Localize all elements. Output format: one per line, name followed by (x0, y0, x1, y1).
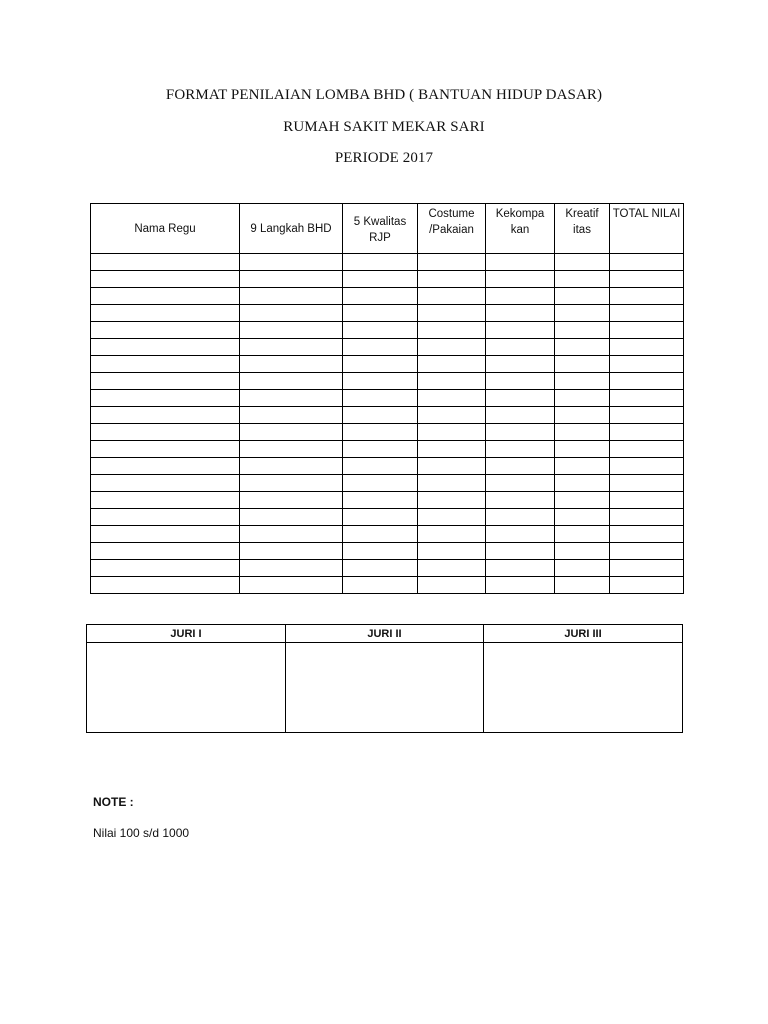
table-cell[interactable] (418, 492, 486, 509)
table-cell[interactable] (610, 441, 684, 458)
table-cell[interactable] (555, 509, 610, 526)
table-cell[interactable] (486, 526, 555, 543)
table-cell[interactable] (418, 288, 486, 305)
table-cell[interactable] (418, 305, 486, 322)
table-row (91, 509, 684, 526)
juri-2-header: JURI II (286, 625, 484, 643)
table-cell[interactable] (486, 475, 555, 492)
table-cell[interactable] (610, 373, 684, 390)
table-cell[interactable] (418, 373, 486, 390)
table-cell[interactable] (240, 526, 343, 543)
table-cell[interactable] (486, 441, 555, 458)
table-cell[interactable] (555, 373, 610, 390)
table-cell[interactable] (343, 407, 418, 424)
table-cell[interactable] (486, 492, 555, 509)
table-cell[interactable] (343, 390, 418, 407)
table-row (91, 356, 684, 373)
juri-3-signature-cell[interactable] (484, 643, 683, 733)
table-cell[interactable] (418, 577, 486, 594)
table-cell[interactable] (343, 356, 418, 373)
table-cell[interactable] (418, 509, 486, 526)
column-header-kekompakan: Kekompa kan (486, 204, 555, 254)
table-cell[interactable] (418, 458, 486, 475)
table-cell[interactable] (555, 339, 610, 356)
table-cell[interactable] (610, 492, 684, 509)
table-cell[interactable] (240, 424, 343, 441)
table-cell[interactable] (91, 509, 240, 526)
table-cell[interactable] (91, 356, 240, 373)
table-cell[interactable] (240, 441, 343, 458)
table-cell[interactable] (418, 407, 486, 424)
table-cell[interactable] (555, 543, 610, 560)
note-label: NOTE : (93, 795, 134, 809)
table-cell[interactable] (343, 339, 418, 356)
table-cell[interactable] (91, 543, 240, 560)
table-cell[interactable] (240, 560, 343, 577)
table-cell[interactable] (555, 288, 610, 305)
table-cell[interactable] (555, 458, 610, 475)
table-cell[interactable] (610, 424, 684, 441)
table-cell[interactable] (343, 424, 418, 441)
table-cell[interactable] (240, 271, 343, 288)
table-cell[interactable] (343, 271, 418, 288)
table-row (91, 458, 684, 475)
table-cell[interactable] (486, 373, 555, 390)
table-cell[interactable] (240, 305, 343, 322)
table-cell[interactable] (418, 322, 486, 339)
table-cell[interactable] (555, 526, 610, 543)
table-cell[interactable] (418, 271, 486, 288)
table-cell[interactable] (486, 543, 555, 560)
score-table-header-row (91, 204, 684, 254)
table-row (91, 373, 684, 390)
table-row (91, 322, 684, 339)
column-header-kwalitas-rjp: 5 Kwalitas RJP (343, 204, 418, 254)
juri-signature-row (87, 643, 683, 733)
table-cell[interactable] (610, 271, 684, 288)
table-cell[interactable] (240, 356, 343, 373)
table-row (91, 492, 684, 509)
table-cell[interactable] (555, 441, 610, 458)
table-cell[interactable] (555, 424, 610, 441)
table-cell[interactable] (555, 560, 610, 577)
table-cell[interactable] (240, 543, 343, 560)
table-cell[interactable] (610, 543, 684, 560)
table-cell[interactable] (418, 441, 486, 458)
table-cell[interactable] (610, 288, 684, 305)
table-cell[interactable] (418, 424, 486, 441)
column-header-nama-regu: Nama Regu (91, 204, 240, 254)
table-cell[interactable] (240, 288, 343, 305)
institution-name: RUMAH SAKIT MEKAR SARI (283, 119, 485, 135)
column-header-total-nilai: TOTAL NILAI (610, 204, 684, 254)
table-cell[interactable] (91, 458, 240, 475)
table-row (91, 339, 684, 356)
table-cell[interactable] (418, 560, 486, 577)
table-cell[interactable] (610, 509, 684, 526)
table-cell[interactable] (91, 305, 240, 322)
table-cell[interactable] (343, 441, 418, 458)
table-cell[interactable] (240, 390, 343, 407)
juri-1-signature-cell[interactable] (87, 643, 286, 733)
period-label: PERIODE 2017 (334, 150, 434, 166)
table-cell[interactable] (418, 526, 486, 543)
table-cell[interactable] (486, 560, 555, 577)
table-cell[interactable] (240, 407, 343, 424)
table-cell[interactable] (555, 271, 610, 288)
table-cell[interactable] (610, 390, 684, 407)
table-cell[interactable] (343, 288, 418, 305)
table-cell[interactable] (486, 322, 555, 339)
juri-table (86, 624, 683, 733)
table-cell[interactable] (343, 475, 418, 492)
table-cell[interactable] (91, 424, 240, 441)
table-cell[interactable] (486, 271, 555, 288)
table-cell[interactable] (343, 509, 418, 526)
table-cell[interactable] (555, 322, 610, 339)
table-cell[interactable] (486, 424, 555, 441)
table-row (91, 424, 684, 441)
table-cell[interactable] (343, 458, 418, 475)
table-cell[interactable] (91, 271, 240, 288)
table-row (91, 271, 684, 288)
juri-3-header: JURI III (484, 625, 683, 643)
table-cell[interactable] (555, 356, 610, 373)
juri-2-signature-cell[interactable] (286, 643, 484, 733)
table-row (91, 543, 684, 560)
table-cell[interactable] (91, 441, 240, 458)
table-cell[interactable] (91, 475, 240, 492)
table-cell[interactable] (91, 322, 240, 339)
table-cell[interactable] (486, 407, 555, 424)
table-cell[interactable] (610, 475, 684, 492)
table-cell[interactable] (343, 322, 418, 339)
table-cell[interactable] (610, 560, 684, 577)
table-cell[interactable] (555, 254, 610, 271)
table-cell[interactable] (610, 577, 684, 594)
table-cell[interactable] (343, 543, 418, 560)
table-row (91, 526, 684, 543)
table-cell[interactable] (555, 475, 610, 492)
note-text: Nilai 100 s/d 1000 (93, 826, 190, 840)
table-cell[interactable] (343, 526, 418, 543)
table-row (91, 305, 684, 322)
table-cell[interactable] (486, 356, 555, 373)
table-cell[interactable] (91, 407, 240, 424)
table-cell[interactable] (91, 339, 240, 356)
table-cell[interactable] (486, 577, 555, 594)
table-row (91, 441, 684, 458)
table-cell[interactable] (91, 390, 240, 407)
column-header-kreatifitas: Kreatif itas (555, 204, 610, 254)
table-cell[interactable] (610, 526, 684, 543)
table-cell[interactable] (343, 577, 418, 594)
table-cell[interactable] (91, 577, 240, 594)
table-row (91, 390, 684, 407)
table-cell[interactable] (418, 356, 486, 373)
table-cell[interactable] (486, 305, 555, 322)
table-cell[interactable] (240, 373, 343, 390)
table-cell[interactable] (610, 407, 684, 424)
table-cell[interactable] (343, 560, 418, 577)
table-cell[interactable] (91, 373, 240, 390)
table-cell[interactable] (555, 305, 610, 322)
table-row (91, 475, 684, 492)
table-cell[interactable] (486, 339, 555, 356)
table-cell[interactable] (486, 288, 555, 305)
table-cell[interactable] (610, 322, 684, 339)
table-cell[interactable] (240, 322, 343, 339)
table-row (91, 254, 684, 271)
table-cell[interactable] (240, 577, 343, 594)
table-cell[interactable] (343, 254, 418, 271)
table-cell[interactable] (610, 356, 684, 373)
table-cell[interactable] (418, 339, 486, 356)
table-cell[interactable] (240, 509, 343, 526)
table-cell[interactable] (555, 577, 610, 594)
table-cell[interactable] (343, 373, 418, 390)
table-cell[interactable] (240, 339, 343, 356)
table-cell[interactable] (610, 458, 684, 475)
table-cell[interactable] (486, 254, 555, 271)
table-cell[interactable] (555, 492, 610, 509)
table-row (91, 560, 684, 577)
table-cell[interactable] (343, 305, 418, 322)
table-cell[interactable] (486, 509, 555, 526)
table-cell[interactable] (610, 254, 684, 271)
table-cell[interactable] (555, 390, 610, 407)
juri-1-header: JURI I (87, 625, 286, 643)
table-cell[interactable] (418, 543, 486, 560)
table-cell[interactable] (610, 339, 684, 356)
table-cell[interactable] (240, 254, 343, 271)
table-cell[interactable] (240, 458, 343, 475)
table-cell[interactable] (91, 560, 240, 577)
table-cell[interactable] (418, 254, 486, 271)
table-row (91, 577, 684, 594)
form-title: FORMAT PENILAIAN LOMBA BHD ( BANTUAN HIDUP DASAR) (165, 87, 603, 103)
table-cell[interactable] (486, 390, 555, 407)
table-cell[interactable] (91, 526, 240, 543)
table-cell[interactable] (240, 492, 343, 509)
table-row (91, 407, 684, 424)
table-row (91, 288, 684, 305)
column-header-costume: Costume /Pakaian (418, 204, 486, 254)
score-table (90, 203, 684, 594)
table-cell[interactable] (240, 475, 343, 492)
table-cell[interactable] (610, 305, 684, 322)
table-cell[interactable] (486, 458, 555, 475)
table-cell[interactable] (418, 475, 486, 492)
table-cell[interactable] (91, 288, 240, 305)
table-cell[interactable] (418, 390, 486, 407)
table-cell[interactable] (343, 492, 418, 509)
juri-header-row (87, 625, 683, 643)
table-cell[interactable] (91, 492, 240, 509)
column-header-langkah-bhd: 9 Langkah BHD (240, 204, 343, 254)
table-cell[interactable] (555, 407, 610, 424)
table-cell[interactable] (91, 254, 240, 271)
